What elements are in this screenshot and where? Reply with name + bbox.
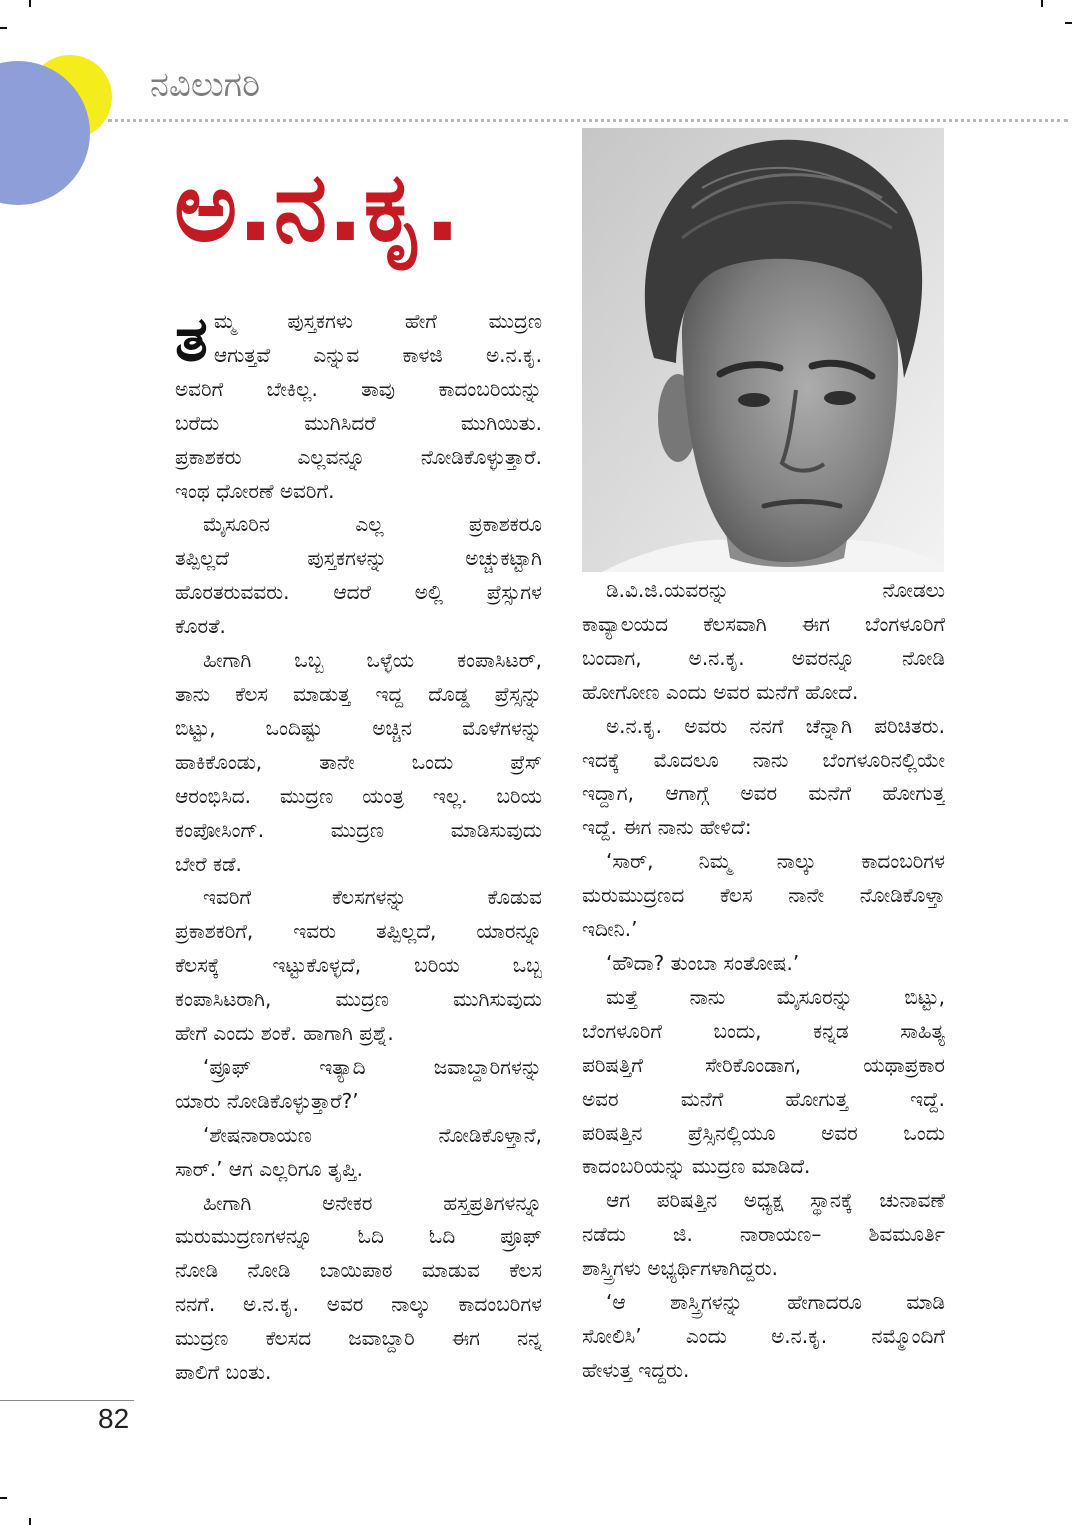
text-line: ‘ಸಾರ್, ನಿಮ್ಮ ನಾಲ್ಕು ಕಾದಂಬರಿಗಳ (606, 849, 945, 874)
paragraph (582, 574, 945, 710)
text-line: ಮರುಮುದ್ರಣದ ಕೆಲಸ ನಾನೇ ನೋಡಿಕೊಳ್ತಾ (582, 883, 945, 908)
text-line: ತಪ್ಪಿಲ್ಲದೆ ಪುಸ್ತಕಗಳನ್ನು ಅಚ್ಚುಕಟ್ಟಾಗಿ (175, 546, 542, 571)
text-line: ಇಂಥ ಧೋರಣೆ ಅವರಿಗೆ. (175, 478, 335, 503)
text-line: ಪ್ರಕಾಶಕರಿಗೆ, ಇವರು ತಪ್ಪಿಲ್ಲದೆ, ಯಾರನ್ನೂ (175, 919, 542, 944)
text-line: ‘ಆ ಶಾಸ್ತ್ರಿಗಳನ್ನು ಹೇಗಾದರೂ ಮಾಡಿ (606, 1290, 945, 1315)
paragraph (175, 305, 542, 508)
text-line: ಮುದ್ರಣ ಕೆಲಸದ ಜವಾಬ್ದಾರಿ ಈಗ ನನ್ನ (175, 1326, 542, 1351)
text-line: ಕಂಪೋಸಿಂಗ್. ಮುದ್ರಣ ಮಾಡಿಸುವುದು (175, 817, 542, 842)
text-line: ಮರುಮುದ್ರಣಗಳನ್ನೂ ಓದಿ ಓದಿ ಪ್ರೂಫ್ (175, 1224, 542, 1249)
text-line: ಹೋಗೋಣ ಎಂದು ಅವರ ಮನೆಗೆ ಹೋದೆ. (582, 679, 859, 704)
text-line: ಹಾಕಿಕೊಂಡು, ತಾನೇ ಒಂದು ಪ್ರೆಸ್ (175, 749, 542, 774)
text-line: ಅವರ ಮನೆಗೆ ಹೋಗುತ್ತ ಇದ್ದೆ. (582, 1086, 945, 1111)
crop-mark (0, 1497, 7, 1499)
paragraph (582, 1184, 945, 1286)
text-line: ಮ್ಮ ಪುಸ್ತಕಗಳು ಹೇಗೆ ಮುದ್ರಣ (213, 309, 542, 333)
crop-mark (1065, 22, 1072, 24)
paragraph (582, 845, 945, 947)
article-left-column (175, 305, 542, 1390)
text-line: ಆರಂಭಿಸಿದ. ಮುದ್ರಣ ಯಂತ್ರ ಇಲ್ಲ. ಬರಿಯ (175, 783, 542, 808)
text-line: ಮೈಸೂರಿನ ಎಲ್ಲ ಪ್ರಕಾಶಕರೂ (203, 512, 542, 537)
crop-mark (1041, 0, 1043, 7)
drop-cap: ತ (175, 305, 208, 375)
text-line: ತಾನು ಕೆಲಸ ಮಾಡುತ್ತ ಇದ್ದ ದೊಡ್ಡ ಪ್ರೆಸ್ಸನ್ನು (175, 681, 542, 706)
paragraph (175, 1187, 542, 1390)
text-line: ಹೊರತರುವವರು. ಆದರೆ ಅಲ್ಲಿ ಪ್ರೆಸ್ಸುಗಳ (175, 580, 542, 605)
text-line: ನೋಡಿ ನೋಡಿ ಬಾಯಿಪಾಠ ಮಾಡುವ ಕೆಲಸ (175, 1258, 542, 1283)
paragraph (582, 710, 945, 846)
paragraph (175, 1051, 542, 1119)
text-line: ಹೀಗಾಗಿ ಒಬ್ಬ ಒಳ್ಳೆಯ ಕಂಪಾಸಿಟರ್, (203, 648, 542, 673)
text-line: ‘ಶೇಷನಾರಾಯಣ ನೋಡಿಕೊಳ್ತಾನೆ, (203, 1122, 542, 1147)
crop-mark (0, 27, 7, 29)
text-line: ಬಿಟ್ಟು, ಒಂದಿಷ್ಟು ಅಚ್ಚಿನ ಮೊಳೆಗಳನ್ನು (175, 715, 542, 740)
text-line: ಬೆಂಗಳೂರಿಗೆ ಬಂದು, ಕನ್ನಡ ಸಾಹಿತ್ಯ (582, 1018, 945, 1043)
text-line: ಬರೆದು ಮುಗಿಸಿದರೆ ಮುಗಿಯಿತು. (175, 410, 542, 435)
paragraph (582, 981, 945, 1184)
header-dotted-divider (108, 119, 1068, 122)
text-line: ಡಿ.ವಿ.ಜಿ.ಯವರನ್ನು ನೋಡಲು (606, 578, 945, 602)
text-line: ಕಾದಂಬರಿಯನ್ನು ಮುದ್ರಣ ಮಾಡಿದೆ. (582, 1154, 811, 1179)
text-line: ಅ.ನ.ಕೃ. ಅವರು ನನಗೆ ಚೆನ್ನಾಗಿ ಪರಿಚಿತರು. (606, 713, 945, 738)
text-line: ಸೋಲಿಸಿ’ ಎಂದು ಅ.ನ.ಕೃ. ನಮ್ಮೊಂದಿಗೆ (582, 1323, 945, 1348)
text-line: ಹೇಗೆ ಎಂದು ಶಂಕೆ. ಹಾಗಾಗಿ ಪ್ರಶ್ನೆ. (175, 1021, 394, 1046)
text-line: ಕಾವ್ಯಾಲಯದ ಕೆಲಸವಾಗಿ ಈಗ ಬೆಂಗಳೂರಿಗೆ (582, 611, 945, 636)
text-line: ಇದ್ದೆ. ಈಗ ನಾನು ಹೇಳಿದೆ: (582, 815, 752, 840)
text-line: ನಡೆದು ಜಿ. ನಾರಾಯಣ– ಶಿವಮೂರ್ತಿ (582, 1222, 945, 1247)
text-line: ‘ಹೌದಾ? ತುಂಬಾ ಸಂತೋಷ.’ (606, 950, 800, 975)
text-line: ಕಂಪಾಸಿಟರಾಗಿ, ಮುದ್ರಣ ಮುಗಿಸುವುದು (175, 987, 542, 1012)
text-line: ನನಗೆ. ಅ.ನ.ಕೃ. ಅವರ ನಾಲ್ಕು ಕಾದಂಬರಿಗಳ (175, 1292, 542, 1317)
crop-mark (29, 0, 31, 7)
paragraph (175, 644, 542, 881)
text-line: ಆಗ ಪರಿಷತ್ತಿನ ಅಧ್ಯಕ್ಷ ಸ್ಥಾನಕ್ಕೆ ಚುನಾವಣೆ (606, 1188, 945, 1213)
author-portrait-photo (582, 128, 944, 572)
page-number: 82 (98, 1403, 130, 1434)
paragraph (582, 947, 945, 981)
text-line: ಆಗುತ್ತವೆ ಎನ್ನುವ ಕಾಳಜಿ ಅ.ನ.ಕೃ. (213, 342, 542, 367)
paragraph (175, 508, 542, 644)
section-label: ನವಿಲುಗರಿ (150, 65, 261, 105)
page-number-rule (0, 1400, 134, 1401)
text-line: ಇದ್ದಾಗ, ಆಗಾಗ್ಗೆ ಅವರ ಮನೆಗೆ ಹೋಗುತ್ತ (582, 781, 945, 806)
text-line: ಕೊರತೆ. (175, 614, 226, 639)
text-line: ಇವರಿಗೆ ಕೆಲಸಗಳನ್ನು ಕೊಡುವ (203, 885, 542, 910)
text-line: ಹೇಳುತ್ತ ಇದ್ದರು. (582, 1357, 690, 1382)
article-title: ಅ.ನ.ಕೃ. (174, 151, 461, 263)
text-line: ಬೇರೆ ಕಡೆ. (175, 851, 242, 876)
text-line: ಇದೀನಿ.’ (582, 917, 638, 942)
text-line: ಬಂದಾಗ, ಅ.ನ.ಕೃ. ಅವರನ್ನೂ ನೋಡಿ (582, 645, 945, 670)
text-line: ಸಾರ್.’ ಆಗ ಎಲ್ಲರಿಗೂ ತೃಪ್ತಿ. (175, 1156, 363, 1181)
text-line: ಅವರಿಗೆ ಬೇಕಿಲ್ಲ. ತಾವು ಕಾದಂಬರಿಯನ್ನು (175, 376, 542, 401)
paragraph (175, 1119, 542, 1187)
article-right-column (582, 574, 945, 1388)
text-line: ಕೆಲಸಕ್ಕೆ ಇಟ್ಟುಕೊಳ್ಳದೆ, ಬರಿಯ ಒಬ್ಬ (175, 953, 542, 978)
text-line: ಶಾಸ್ತ್ರಿಗಳು ಅಭ್ಯರ್ಥಿಗಳಾಗಿದ್ದರು. (582, 1256, 778, 1281)
text-line: ಇದಕ್ಕೆ ಮೊದಲೂ ನಾನು ಬೆಂಗಳೂರಿನಲ್ಲಿಯೇ (582, 747, 945, 772)
text-line: ಪರಿಷತ್ತಿನ ಪ್ರೆಸ್ಸಿನಲ್ಲಿಯೂ ಅವರ ಒಂದು (582, 1120, 945, 1145)
text-line: ಯಾರು ನೋಡಿಕೊಳ್ಳುತ್ತಾರೆ?’ (175, 1088, 359, 1113)
text-line: ಪಾಲಿಗೆ ಬಂತು. (175, 1360, 272, 1385)
text-line: ಪರಿಷತ್ತಿಗೆ ಸೇರಿಕೊಂಡಾಗ, ಯಥಾಪ್ರಕಾರ (582, 1052, 945, 1077)
text-line: ಮತ್ತೆ ನಾನು ಮೈಸೂರನ್ನು ಬಿಟ್ಟು, (606, 984, 945, 1009)
text-line: ಹೀಗಾಗಿ ಅನೇಕರ ಹಸ್ತಪ್ರತಿಗಳನ್ನೂ (203, 1190, 542, 1215)
text-line: ಪ್ರಕಾಶಕರು ಎಲ್ಲವನ್ನೂ ನೋಡಿಕೊಳ್ಳುತ್ತಾರೆ. (175, 444, 542, 469)
text-line: ‘ಪ್ರೂಫ್ ಇತ್ಯಾದಿ ಜವಾಬ್ದಾರಿಗಳನ್ನು (203, 1054, 542, 1079)
portrait-image (582, 128, 944, 572)
paragraph (175, 881, 542, 1051)
paragraph (582, 1286, 945, 1388)
crop-mark (29, 1518, 31, 1525)
